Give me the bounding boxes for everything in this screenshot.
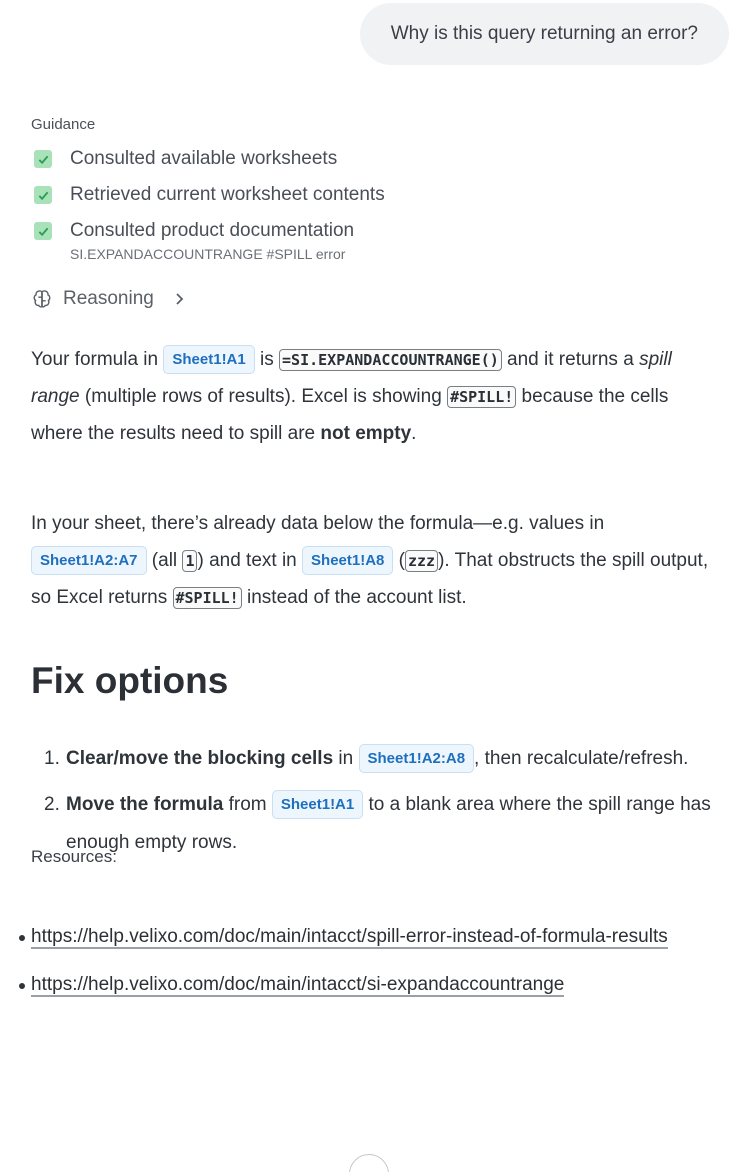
guidance-step	[31, 213, 711, 271]
list-item	[31, 966, 711, 1004]
guidance-panel	[31, 116, 711, 271]
text: Your formula in	[31, 349, 164, 370]
answer-paragraph-2	[31, 505, 721, 616]
brain-icon	[31, 288, 53, 310]
answer-paragraph-1	[31, 341, 721, 452]
list-item	[44, 740, 716, 778]
user-message-text: Why is this query returning an error?	[390, 23, 698, 44]
bold-text: Move the formula	[66, 794, 224, 815]
inline-code: #SPILL!	[447, 386, 516, 408]
fix-options-heading: Fix options	[31, 660, 229, 701]
text: ) and text in	[197, 550, 303, 571]
text: (multiple rows of results). Excel is showing	[79, 386, 448, 407]
resources-label: Resources:	[31, 847, 117, 866]
text: is	[254, 349, 280, 370]
text: and it returns a	[501, 349, 640, 370]
bold-text: not empty	[320, 423, 412, 444]
emphasis-text: spill range	[31, 349, 672, 407]
text: to a blank area where the spill range has enough empty rows.	[66, 794, 711, 853]
guidance-step	[31, 177, 711, 213]
list-number: 1.	[44, 748, 60, 769]
list-number: 2.	[44, 794, 60, 815]
bullet-icon	[19, 935, 25, 941]
chevron-right-icon	[172, 292, 186, 306]
cell-reference-chip[interactable]: Sheet1!A2:A7	[31, 546, 147, 575]
bullet-icon	[19, 983, 25, 989]
guidance-title: Guidance	[31, 116, 96, 133]
reasoning-label: Reasoning	[63, 288, 154, 309]
checkbox-checked-icon	[34, 150, 52, 168]
bold-text: Clear/move the blocking cells	[66, 748, 334, 769]
guidance-step-label: Retrieved current worksheet contents	[70, 184, 385, 205]
cell-reference-chip[interactable]: Sheet1!A8	[302, 546, 393, 575]
resource-link[interactable]: https://help.velixo.com/doc/main/intacct/si-expandaccountrange	[31, 974, 565, 995]
list-item	[31, 918, 711, 956]
user-message-bubble	[360, 3, 729, 65]
fix-options-list	[44, 740, 716, 870]
resources-list	[31, 918, 711, 1014]
scroll-down-button[interactable]	[349, 1154, 389, 1172]
text: ). That obstructs the spill output, so Excel returns	[31, 550, 709, 608]
text: because the cells where the results need to spill are	[31, 386, 669, 444]
inline-code: zzz	[405, 550, 438, 572]
reasoning-toggle[interactable]	[31, 288, 186, 310]
text: , then recalculate/refresh.	[474, 748, 689, 769]
cell-reference-chip[interactable]: Sheet1!A1	[272, 790, 363, 819]
text: in	[333, 748, 359, 769]
guidance-step-label: Consulted available worksheets	[70, 148, 338, 169]
text: from	[223, 794, 272, 815]
text: .	[411, 423, 417, 444]
cell-reference-chip[interactable]: Sheet1!A1	[163, 345, 254, 374]
guidance-step-label: Consulted product documentation	[70, 220, 355, 241]
text: In your sheet, there’s already data below the formula—e.g. values in	[31, 513, 605, 534]
inline-code: #SPILL!	[173, 587, 242, 609]
guidance-step	[31, 141, 711, 177]
cell-reference-chip[interactable]: Sheet1!A2:A8	[359, 744, 475, 773]
checkbox-checked-icon	[34, 186, 52, 204]
inline-code: =SI.EXPANDACCOUNTRANGE()	[279, 349, 502, 371]
resource-link[interactable]: https://help.velixo.com/doc/main/intacct/spill-error-instead-of-formula-results	[31, 926, 668, 947]
guidance-step-detail: SI.EXPANDACCOUNTRANGE #SPILL error	[70, 246, 346, 262]
text: instead of the account list.	[241, 587, 467, 608]
checkbox-checked-icon	[34, 222, 52, 240]
inline-code: 1	[182, 550, 197, 572]
text: (	[393, 550, 405, 571]
text: (all	[146, 550, 183, 571]
